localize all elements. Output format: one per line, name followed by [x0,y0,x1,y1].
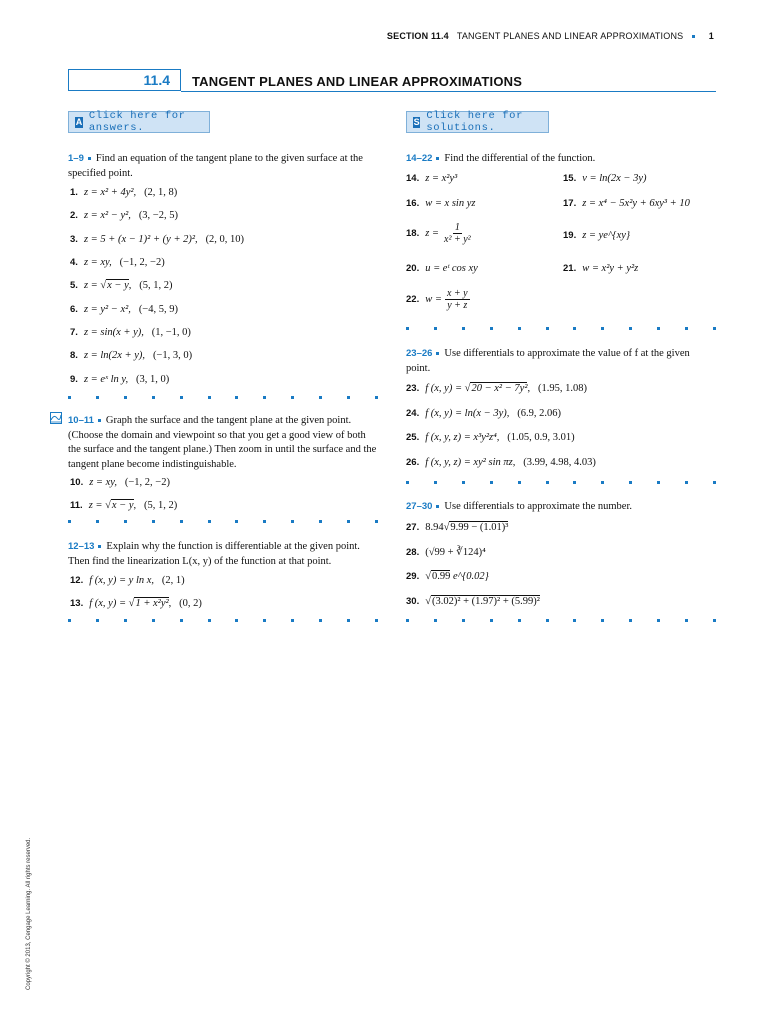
separator-dot [68,520,71,523]
problem-24 [406,408,561,419]
problem-expression: 1 [454,222,460,233]
problem-expression: (3.02)² + (1.97)² + (5.99)² [431,596,540,607]
problem-expression: z = x² − y², [83,210,131,221]
problem-number: 18. [406,227,420,239]
problem-point: (1.95, 1.08) [537,383,587,394]
separator-dot [406,619,409,622]
separator-dot [208,619,211,622]
problem-point: (5, 1, 2) [139,280,173,291]
solutions-link-button[interactable] [406,111,549,133]
bullet-icon [436,505,439,508]
problem-expression: , [527,383,531,394]
separator-dot [208,396,211,399]
problem-expression: z = 5 + (x − 1)² + (y + 2)², [83,234,198,245]
range-label: 12–13 [68,541,95,552]
problem-16 [406,198,475,209]
problem-number: 3. [70,234,78,245]
answers-link-button[interactable] [68,111,210,133]
separator-dot [518,327,521,330]
problem-number: 25. [406,432,420,443]
problem-number: 17. [563,198,577,209]
problem-expression: 1 + x²y² [135,598,169,609]
running-head-section: SECTION 11.4 [386,31,449,41]
problem-point: (−1, 2, −2) [119,257,165,268]
separator-dot [406,481,409,484]
title-rule [181,91,716,92]
dotted-separator [406,481,716,485]
separator-dot [657,619,660,622]
problem-number: 4. [70,257,78,268]
problem-expression: z = sin(x + y), [83,327,144,338]
problem-expression: 0.99 [431,571,451,582]
problem-expression: 8.94 [425,522,444,533]
separator-dot [685,481,688,484]
separator-dot [347,619,350,622]
separator-dot [518,481,521,484]
separator-dot [518,619,521,622]
bullet-icon [436,157,439,160]
problem-point: (1.05, 0.9, 3.01) [507,432,575,443]
solutions-label: Click here for solutions. [426,110,523,134]
problem-7 [70,327,191,338]
problem-expression: z = [88,500,106,511]
separator-dot [263,520,266,523]
problem-number: 9. [70,374,78,385]
range-label: 23–26 [406,348,433,359]
separator-dot [319,520,322,523]
instruction-text: Graph the surface and the tangent plane at the given point. (Choose the domain and viewpoint so that you get a good view of both the surface and the tangent plane.) Then zoom in until the surface and the tangent plane become indistinguishable. [68,415,377,470]
separator-dot [291,619,294,622]
separator-dot [490,327,493,330]
separator-dot [180,396,183,399]
separator-dot [319,619,322,622]
bullet-icon [692,35,695,38]
problem-expression: z = [83,280,101,291]
separator-dot [406,327,409,330]
running-head-title: TANGENT PLANES AND LINEAR APPROXIMATIONS [456,31,684,41]
separator-dot [713,619,716,622]
separator-dot [601,619,604,622]
problem-number: 11. [70,500,83,511]
range-label: 14–22 [406,153,433,164]
separator-dot [68,619,71,622]
problem-28 [406,546,486,558]
problem-expression: z = xy, [83,257,112,268]
separator-dot [546,481,549,484]
separator-dot [152,619,155,622]
problem-expression: , [168,598,172,609]
problem-12 [70,575,185,586]
problem-number: 7. [70,327,78,338]
problem-expression: z = x⁴ − 5x²y + 6xy³ + 10 [582,198,690,209]
problem-expression: w = x sin yz [425,198,476,209]
problem-number: 5. [70,280,78,291]
instruction-23-26 [406,347,716,376]
separator-dot [124,520,127,523]
instruction-text: Find an equation of the tangent plane to the given surface at the specified point. [68,153,363,179]
answers-label: Click here for answers. [88,110,186,134]
separator-dot [124,619,127,622]
problem-number: 26. [406,457,420,468]
bullet-icon [88,157,91,160]
problem-expression: z = x²y³ [425,173,458,184]
problem-expression: z = ye^{xy} [582,230,631,241]
range-label: 27–30 [406,501,433,512]
separator-dot [685,327,688,330]
instruction-14-22 [406,152,716,167]
bullet-icon [98,419,101,422]
separator-dot [180,520,183,523]
problem-expression: x − y [107,280,129,291]
problem-22 [406,288,470,311]
page-number: 1 [708,31,714,41]
problem-expression: , [128,280,132,291]
problem-point: (2, 1) [161,575,185,586]
problem-4 [70,257,165,268]
problem-number: 30. [406,596,420,607]
problem-6 [70,304,178,315]
dotted-separator [68,396,378,400]
instruction-1-9 [68,152,378,181]
dotted-separator [406,619,716,623]
problem-expression: f (x, y) = [425,383,465,394]
separator-dot [347,396,350,399]
separator-dot [629,327,632,330]
problem-number: 20. [406,263,420,274]
problem-expression: w = [425,293,442,305]
problem-number: 8. [70,350,78,361]
instruction-text: Find the differential of the function. [444,153,596,164]
problem-point: (0, 2) [179,598,202,609]
instruction-text: Use differentials to approximate the number. [444,501,633,512]
separator-dot [152,396,155,399]
problem-9 [70,374,169,385]
problem-point: (6.9, 2.06) [517,408,561,419]
problem-point: (−1, 2, −2) [124,477,170,488]
separator-dot [573,619,576,622]
problem-expression: u = eᵗ cos xy [425,263,478,274]
problem-13: 13. f (x, y) = √1 + x²y², (0, 2) [70,598,202,609]
separator-dot [152,520,155,523]
separator-dot [375,396,378,399]
problem-number: 24. [406,408,420,419]
separator-dot [601,327,604,330]
problem-expression: z = eˣ ln y, [83,374,129,385]
problem-number: 27. [406,522,420,533]
page-title: TANGENT PLANES AND LINEAR APPROXIMATIONS [192,74,523,89]
separator-dot [319,396,322,399]
problem-expression: z = x² + 4y², [83,187,137,198]
problem-point: (3, 1, 0) [135,374,170,385]
graphing-calculator-icon [50,412,62,424]
problem-point: (3.99, 4.98, 4.03) [523,457,596,468]
problem-26 [406,457,596,468]
answers-icon: A [75,116,83,127]
problem-number: 12. [70,575,84,586]
section-number-box [68,69,181,91]
problem-number: 2. [70,210,78,221]
problem-2 [70,210,178,221]
separator-dot [263,619,266,622]
separator-dot [375,619,378,622]
range-label: 10–11 [68,415,94,426]
problem-5: 5. z = √x − y, (5, 1, 2) [70,280,173,291]
problem-expression: (√99 + ∛124)⁴ [425,547,486,558]
problem-number: 23. [406,383,420,394]
problem-18 [406,222,473,245]
problem-expression: z = [425,227,440,239]
separator-dot [629,619,632,622]
instruction-10-11 [68,414,378,472]
problem-expression: f (x, y) = [89,598,129,609]
problem-11: 11. z = √x − y, (5, 1, 2) [70,500,178,511]
problem-number: 15. [563,173,577,184]
separator-dot [96,396,99,399]
range-label: 1–9 [68,153,84,164]
section-number: 11.4 [143,72,170,88]
problem-25 [406,432,575,443]
problem-19 [563,230,630,241]
separator-dot [462,619,465,622]
problem-1 [70,187,177,198]
problem-17 [563,198,690,209]
problem-expression: , [133,500,137,511]
copyright-notice: Copyright © 2013, Cengage Learning. All rights reserved. [26,837,32,990]
problem-10 [70,477,170,488]
instruction-27-30 [406,500,716,515]
problem-point: (3, −2, 5) [138,210,178,221]
problem-point: (−1, 3, 0) [152,350,193,361]
problem-expression: f (x, y, z) = xy² sin πz, [425,457,516,468]
problem-15 [563,173,647,184]
dotted-separator [68,619,378,623]
problem-expression: f (x, y) = y ln x, [89,575,155,586]
problem-expression: f (x, y, z) = x³y²z⁴, [425,432,500,443]
problem-expression: e^{0.02} [450,571,489,582]
problem-27: 27. 8.94√9.99 − (1.01)³ [406,522,509,533]
instruction-12-13 [68,540,378,569]
separator-dot [573,481,576,484]
problem-number: 19. [563,230,577,241]
problem-number: 22. [406,293,420,305]
separator-dot [462,327,465,330]
problem-expression: y + z [447,300,468,311]
separator-dot [685,619,688,622]
problem-point: (5, 1, 2) [144,500,178,511]
problem-expression: f (x, y) = ln(x − 3y), [425,408,510,419]
separator-dot [490,481,493,484]
problem-8 [70,350,192,361]
separator-dot [434,327,437,330]
separator-dot [629,481,632,484]
separator-dot [291,396,294,399]
instruction-text: Use differentials to approximate the value of f at the given point. [406,348,690,374]
separator-dot [713,481,716,484]
problem-number: 21. [563,263,577,274]
problem-point: (2, 0, 10) [205,234,245,245]
problem-expression: x + y [446,288,468,299]
problem-number: 29. [406,571,420,582]
separator-dot [573,327,576,330]
separator-dot [601,481,604,484]
problem-30: 30. √(3.02)² + (1.97)² + (5.99)² [406,596,540,607]
bullet-icon [98,545,101,548]
separator-dot [96,520,99,523]
separator-dot [235,619,238,622]
separator-dot [180,619,183,622]
problem-14 [406,173,457,184]
problem-expression: x − y [111,500,134,511]
separator-dot [347,520,350,523]
separator-dot [546,327,549,330]
problem-expression: w = x²y + y²z [582,263,639,274]
separator-dot [263,396,266,399]
problem-20 [406,263,478,274]
separator-dot [657,327,660,330]
problem-expression: 9.99 − (1.01)³ [450,522,509,533]
separator-dot [657,481,660,484]
separator-dot [434,619,437,622]
problem-21 [563,263,638,274]
problem-3 [70,234,244,245]
separator-dot [124,396,127,399]
problem-point: (−4, 5, 9) [138,304,178,315]
separator-dot [434,481,437,484]
separator-dot [713,327,716,330]
problem-expression: v = ln(2x − 3y) [582,173,647,184]
problem-number: 6. [70,304,78,315]
separator-dot [291,520,294,523]
dotted-separator [406,327,716,331]
problem-number: 28. [406,547,420,558]
problem-expression: z = ln(2x + y), [83,350,146,361]
separator-dot [375,520,378,523]
problem-expression: 20 − x² − 7y² [471,383,528,394]
problem-number: 10. [70,477,84,488]
separator-dot [546,619,549,622]
problem-number: 14. [406,173,420,184]
bullet-icon [436,352,439,355]
running-head [387,31,714,41]
problem-29: 29. √0.99 e^{0.02} [406,571,489,582]
separator-dot [68,396,71,399]
problem-number: 16. [406,198,420,209]
solutions-icon: S [413,116,420,127]
problem-expression: x² + y² [444,234,471,245]
separator-dot [208,520,211,523]
separator-dot [235,520,238,523]
problem-expression: z = xy, [89,477,118,488]
problem-point: (2, 1, 8) [144,187,178,198]
problem-number: 1. [70,187,78,198]
instruction-text: Explain why the function is differentiable at the given point. Then find the linearization L(x, y) of the function at that point. [68,541,360,567]
problem-23: 23. f (x, y) = √20 − x² − 7y², (1.95, 1.08) [406,383,587,394]
problem-number: 13. [70,598,84,609]
separator-dot [490,619,493,622]
problem-expression: z = y² − x², [83,304,131,315]
separator-dot [462,481,465,484]
problem-point: (1, −1, 0) [151,327,191,338]
dotted-separator [68,520,378,524]
separator-dot [96,619,99,622]
separator-dot [235,396,238,399]
